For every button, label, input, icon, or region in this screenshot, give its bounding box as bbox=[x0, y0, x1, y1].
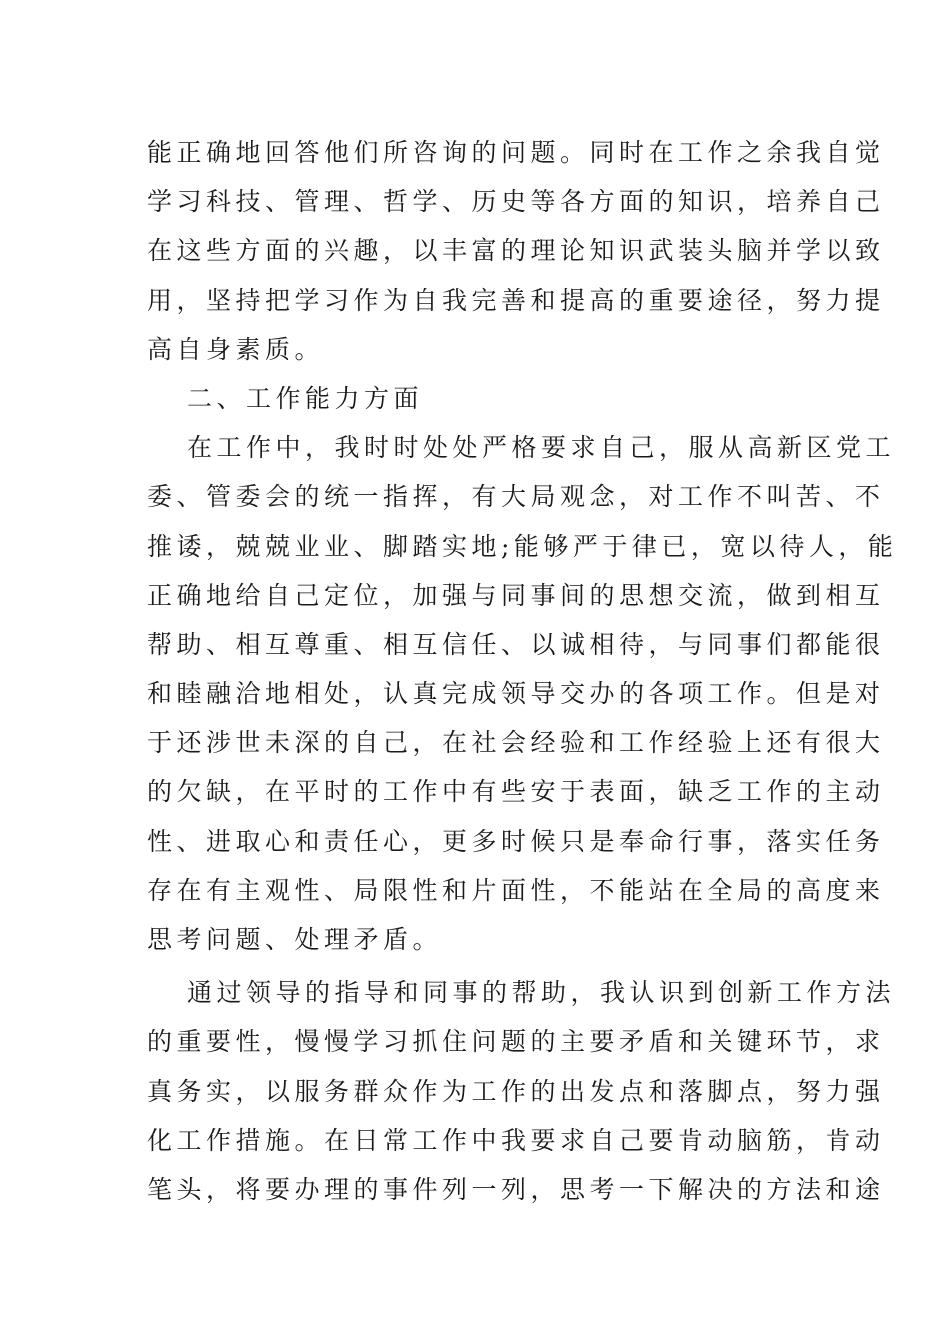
text-line: 化工作措施。在日常工作中我要求自己要肯动脑筋，肯动 bbox=[147, 1125, 885, 1155]
text-line: 存在有主观性、局限性和片面性，不能站在全局的高度来 bbox=[147, 875, 885, 905]
text-line: 用，坚持把学习作为自我完善和提高的重要途径，努力提 bbox=[147, 285, 885, 315]
text-line: 学习科技、管理、哲学、历史等各方面的知识，培养自己 bbox=[147, 187, 885, 217]
text-line: 通过领导的指导和同事的帮助，我认识到创新工作方法 bbox=[187, 978, 896, 1008]
paragraph-work-ability bbox=[147, 423, 898, 964]
section-heading bbox=[147, 374, 807, 423]
text-line: 思考问题、处理矛盾。 bbox=[147, 925, 443, 954]
text-line: 和睦融洽地相处，认真完成领导交办的各项工作。但是对 bbox=[147, 679, 885, 709]
text-line: 高自身素质。 bbox=[147, 334, 325, 364]
text-line: 能正确地回答他们所咨询的问题。同时在工作之余我自觉 bbox=[147, 138, 885, 167]
text-line: 的重要性，慢慢学习抓住问题的主要矛盾和关键环节，求 bbox=[147, 1027, 885, 1057]
text-line: 在这些方面的兴趣，以丰富的理论知识武装头脑并学以致 bbox=[147, 236, 885, 266]
text-line: 推诿，兢兢业业、脚踏实地;能够严于律已，宽以待人，能 bbox=[147, 531, 898, 561]
text-line: 于还涉世未深的自己，在社会经验和工作经验上还有很大 bbox=[147, 728, 885, 758]
document-body bbox=[147, 128, 898, 1214]
text-line: 的欠缺，在平时的工作中有些安于表面，缺乏工作的主动 bbox=[147, 777, 885, 807]
text-line: 真务实，以服务群众作为工作的出发点和落脚点，努力强 bbox=[147, 1076, 885, 1106]
paragraph-innovation bbox=[147, 968, 896, 1214]
text-line: 正确地给自己定位，加强与同事间的思想交流，做到相互 bbox=[147, 580, 885, 610]
paragraph-study bbox=[147, 128, 885, 374]
heading-text: 二、工作能力方面 bbox=[187, 383, 424, 413]
text-line: 性、进取心和责任心，更多时候只是奉命行事，落实任务 bbox=[147, 826, 885, 856]
text-line: 帮助、相互尊重、相互信任、以诚相待，与同事们都能很 bbox=[147, 629, 885, 659]
text-line: 在工作中，我时时处处严格要求自己，服从高新区党工 bbox=[187, 433, 896, 463]
text-line: 委、管委会的统一指挥，有大局观念，对工作不叫苦、不 bbox=[147, 482, 885, 512]
text-line: 笔头，将要办理的事件列一列，思考一下解决的方法和途 bbox=[147, 1174, 885, 1204]
